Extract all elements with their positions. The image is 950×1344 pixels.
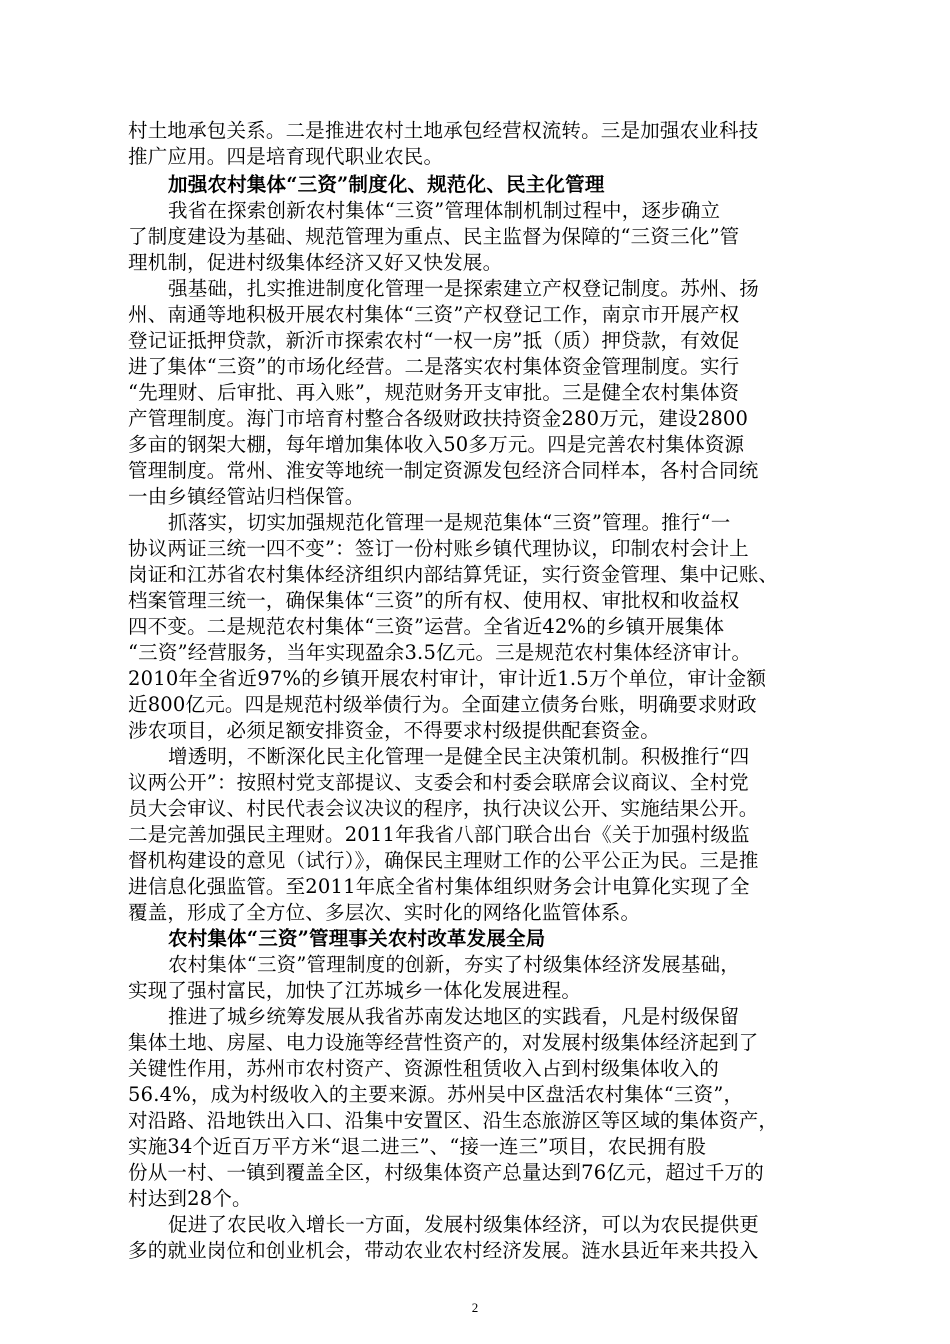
section-heading: 加强农村集体“三资”制度化、规范化、民主化管理 — [168, 173, 605, 196]
body-line: 二是完善加强民主理财。2011年我省八部门联合出台《关于加强村级监 — [128, 823, 750, 846]
body-line: 推广应用。四是培育现代职业农民。 — [128, 145, 444, 168]
section-heading: 农村集体“三资”管理事关农村改革发展全局 — [168, 927, 546, 950]
body-line: 进了集体“三资”的市场化经营。二是落实农村集体资金管理制度。实行 — [128, 355, 740, 378]
body-line: 了制度建设为基础、规范管理为重点、民主监督为保障的“三资三化”管 — [128, 225, 740, 248]
body-line: 关键性作用，苏州市农村资产、资源性租赁收入占到村级集体收入的 — [128, 1057, 720, 1080]
body-line: 档案管理三统一，确保集体“三资”的所有权、使用权、审批权和收益权 — [128, 589, 740, 612]
paragraph-first-line: 农村集体“三资”管理制度的创新，夯实了村级集体经济发展基础， — [168, 953, 740, 976]
body-line: 产管理制度。海门市培育村整合各级财政扶持资金280万元，建设2800 — [128, 407, 749, 430]
body-line: “先理财、后审批、再入账”，规范财务开支审批。三是健全农村集体资 — [128, 381, 740, 404]
body-line: 一由乡镇经管站归档保管。 — [128, 485, 365, 508]
body-line: 实现了强村富民，加快了江苏城乡一体化发展进程。 — [128, 979, 582, 1002]
body-line: 多的就业岗位和创业机会，带动农业农村经济发展。涟水县近年来共投入 — [128, 1239, 759, 1262]
body-line: 覆盖，形成了全方位、多层次、实时化的网络化监管体系。 — [128, 901, 641, 924]
body-line: 村土地承包关系。二是推进农村土地承包经营权流转。三是加强农业科技 — [128, 119, 759, 142]
body-line: 进信息化强监管。至2011年底全省村集体组织财务会计电算化实现了全 — [128, 875, 750, 898]
body-line: 份从一村、一镇到覆盖全区，村级集体资产总量达到76亿元，超过千万的 — [128, 1161, 764, 1184]
body-line: 56.4%，成为村级收入的主要来源。苏州吴中区盘活农村集体“三资”， — [128, 1083, 744, 1106]
body-line: 涉农项目，必须足额安排资金，不得要求村级提供配套资金。 — [128, 719, 660, 742]
body-line: 对沿路、沿地铁出入口、沿集中安置区、沿生态旅游区等区域的集体资产， — [128, 1109, 779, 1132]
body-line: 督机构建设的意见（试行）》，确保民主理财工作的公平公正为民。三是推 — [128, 849, 759, 872]
body-line: 登记证抵押贷款，新沂市探索农村“一权一房”抵（质）押贷款，有效促 — [128, 329, 740, 352]
paragraph-first-line: 我省在探索创新农村集体“三资”管理体制机制过程中，逐步确立 — [168, 199, 721, 222]
body-line: 员大会审议、村民代表会议决议的程序，执行决议公开、实施结果公开。 — [128, 797, 759, 820]
paragraph-first-line: 促进了农民收入增长一方面，发展村级集体经济，可以为农民提供更 — [168, 1213, 760, 1236]
paragraph-first-line: 增透明，不断深化民主化管理一是健全民主决策机制。积极推行“四 — [168, 745, 750, 768]
body-line: 议两公开”：按照村党支部提议、支委会和村委会联席会议商议、全村党 — [128, 771, 749, 794]
body-line: 2010年全省近97%的乡镇开展农村审计，审计近1.5万个单位，审计金额 — [128, 667, 767, 690]
body-line: “三资”经营服务，当年实现盈余3.5亿元。三是规范农村集体经济审计。 — [128, 641, 752, 664]
body-line: 州、南通等地积极开展农村集体“三资”产权登记工作，南京市开展产权 — [128, 303, 740, 326]
paragraph-first-line: 抓落实，切实加强规范化管理一是规范集体“三资”管理。推行“一 — [168, 511, 731, 534]
body-line: 多亩的钢架大棚，每年增加集体收入50多万元。四是完善农村集体资源 — [128, 433, 745, 456]
body-line: 实施34个近百万平方米“退二进三”、“接一连三”项目，农民拥有股 — [128, 1135, 707, 1158]
paragraph-first-line: 强基础，扎实推进制度化管理一是探索建立产权登记制度。苏州、扬 — [168, 277, 760, 300]
body-line: 近800亿元。四是规范村级举债行为。全面建立债务台账，明确要求财政 — [128, 693, 757, 716]
body-line: 岗证和江苏省农村集体经济组织内部结算凭证，实行资金管理、集中记账、 — [128, 563, 779, 586]
body-line: 集体土地、房屋、电力设施等经营性资产的，对发展村级集体经济起到了 — [128, 1031, 759, 1054]
page-number: 2 — [471, 1300, 479, 1315]
body-line: 协议两证三统一四不变”：签订一份村账乡镇代理协议，印制农村会计上 — [128, 537, 749, 560]
body-line: 村达到28个。 — [128, 1187, 252, 1210]
body-line: 管理制度。常州、淮安等地统一制定资源发包经济合同样本，各村合同统 — [128, 459, 759, 482]
body-line: 四不变。二是规范农村集体“三资”运营。全省近42%的乡镇开展集体 — [128, 615, 725, 638]
paragraph-first-line: 推进了城乡统筹发展从我省苏南发达地区的实践看，凡是村级保留 — [168, 1005, 740, 1028]
body-line: 理机制，促进村级集体经济又好又快发展。 — [128, 251, 503, 274]
